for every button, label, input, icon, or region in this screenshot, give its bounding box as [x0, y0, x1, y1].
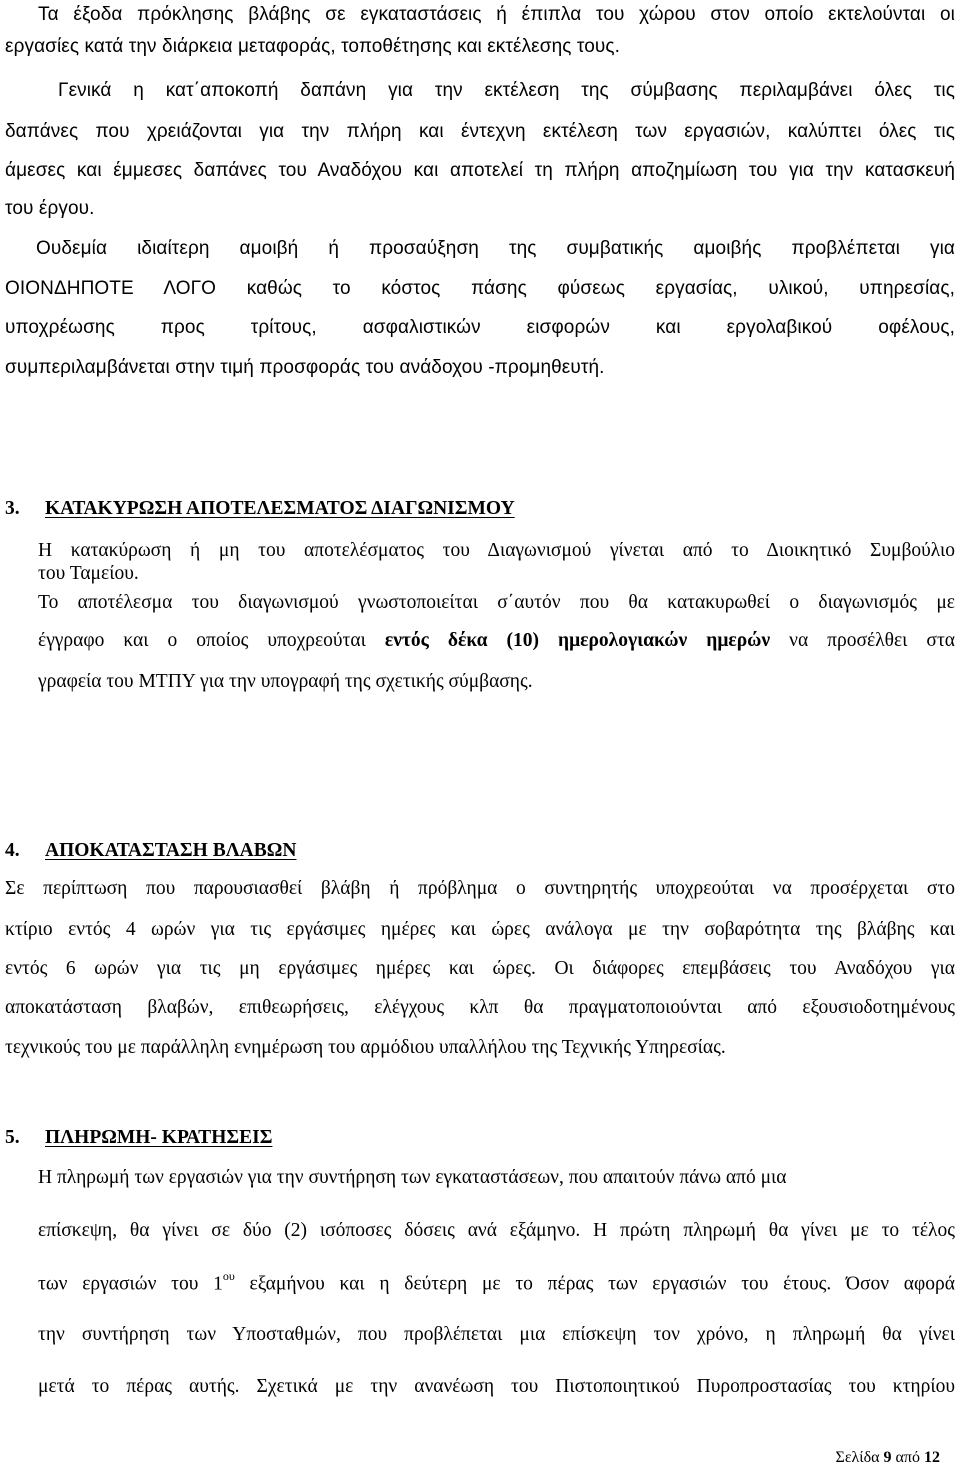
footer-prefix: Σελίδα [835, 1449, 884, 1466]
section-3-line-3: Το αποτέλεσμα του διαγωνισμού γνωστοποιείται σ΄αυτόν που θα κατακυρωθεί ο διαγωνισμός με [38, 592, 955, 613]
section-3-deadline: εντός δέκα (10) ημερολογιακών ημερών [384, 630, 771, 651]
section-4-number: 4. [5, 840, 20, 861]
section-5-line-2: επίσκεψη, θα γίνει σε δύο (2) ισόποσες δόσεις ανά εξάμηνο. Η πρώτη πληρωμή θα γίνει με το τέλος [38, 1220, 955, 1241]
section-4-title: ΑΠΟΚΑΤΑΣΤΑΣΗ ΒΛΑΒΩΝ [45, 840, 297, 861]
section-5-heading [5, 1127, 272, 1149]
ordinal-superscript: ου [222, 1269, 235, 1283]
section-4-line-4: αποκατάσταση βλαβών, επιθεωρήσεις, ελέγχους κλπ θα πραγματοποιούνται από εξουσιοδοτημένους [5, 997, 955, 1018]
section-5-title: ΠΛΗΡΩΜΗ- ΚΡΑΤΗΣΕΙΣ [45, 1127, 273, 1148]
section-5-line-3-start: των εργασιών του 1 [38, 1273, 223, 1295]
section-5-number: 5. [5, 1127, 20, 1148]
section-5-line-4: την συντήρηση των Υποσταθμών, που προβλέπεται μια επίσκεψη τον χρόνο, η πληρωμή θα γίνει [38, 1324, 955, 1345]
section-3-line-4-end: να προσέλθει στα [770, 630, 955, 651]
page-number-footer [836, 1449, 940, 1467]
section-3-line-4 [38, 630, 955, 652]
section-5-line-3 [38, 1271, 955, 1296]
footer-middle: από [891, 1449, 924, 1466]
intro-line-6: του έργου. [5, 198, 95, 219]
section-4-line-3: εντός 6 ωρών για τις μη εργάσιμες ημέρες και ώρες. Οι διάφορες επεμβάσεις του Αναδόχου για [5, 958, 955, 979]
intro-line-8: ΟΙΟΝΔΗΠΟΤΕ ΛΟΓΟ καθώς το κόστος πάσης φύσεως εργασίας, υλικού, υπηρεσίας, [5, 278, 955, 299]
section-5-line-3-end: εξαμήνου και η δεύτερη με το πέρας των εργασιών του έτους. Όσον αφορά [234, 1273, 955, 1295]
section-3-line-1: Η κατακύρωση ή μη του αποτελέσματος του Διαγωνισμού γίνεται από το Διοικητικό Συμβούλιο [38, 540, 955, 561]
current-page: 9 [883, 1449, 892, 1466]
section-5-line-1: Η πληρωμή των εργασιών για την συντήρηση των εγκαταστάσεων, που απαιτούν πάνω από μια [38, 1167, 787, 1188]
intro-line-4: δαπάνες που χρειάζονται για την πλήρη και έντεχνη εκτέλεση των εργασιών, καλύπτει όλες τις [5, 121, 955, 142]
section-4-line-2: κτίριο εντός 4 ωρών για τις εργάσιμες ημέρες και ώρες ανάλογα με την σοβαρότητα της βλάβης και [5, 919, 955, 940]
intro-line-1: Τα έξοδα πρόκλησης βλάβης σε εγκαταστάσεις ή έπιπλα του χώρου στον οποίο εκτελούνται οι [38, 4, 955, 25]
section-4-heading [5, 840, 296, 862]
intro-line-9: υποχρέωσης προς τρίτους, ασφαλιστικών εισφορών και εργολαβικού οφέλους, [5, 317, 955, 338]
section-3-title: ΚΑΤΑΚΥΡΩΣΗ ΑΠΟΤΕΛΕΣΜΑΤΟΣ ΔΙΑΓΩΝΙΣΜΟΥ [45, 498, 515, 519]
total-pages: 12 [924, 1449, 940, 1466]
section-3-line-4-start: έγγραφο και ο οποίος υποχρεούται [38, 630, 385, 651]
section-5-line-5: μετά το πέρας αυτής. Σχετικά με την ανανέωση του Πιστοποιητικού Πυροπροστασίας του κτηρίου [38, 1376, 955, 1397]
section-3-line-5: γραφεία του ΜΤΠΥ για την υπογραφή της σχετικής σύμβασης. [38, 671, 533, 692]
section-3-number: 3. [5, 498, 20, 519]
section-4-line-1: Σε περίπτωση που παρουσιασθεί βλάβη ή πρόβλημα ο συντηρητής υποχρεούται να προσέρχεται στο [5, 878, 955, 899]
intro-line-5: άμεσες και έμμεσες δαπάνες του Αναδόχου και αποτελεί τη πλήρη αποζημίωση του για την κατασκευή [5, 160, 955, 181]
intro-line-7: Ουδεμία ιδιαίτερη αμοιβή ή προσαύξηση της συμβατικής αμοιβής προβλέπεται για [36, 238, 955, 259]
section-4-line-5: τεχνικούς του με παράλληλη ενημέρωση του αρμόδιου υπαλλήλου της Τεχνικής Υπηρεσίας. [5, 1037, 726, 1058]
intro-line-10: συμπεριλαμβάνεται στην τιμή προσφοράς του ανάδοχου -προμηθευτή. [5, 357, 605, 378]
intro-line-2: εργασίες κατά την διάρκεια μεταφοράς, τοποθέτησης και εκτέλεσης τους. [5, 36, 621, 57]
section-3-heading [5, 498, 515, 520]
intro-line-3: Γενικά η κατ΄αποκοπή δαπάνη για την εκτέλεση της σύμβασης περιλαμβάνει όλες τις [58, 80, 955, 101]
section-3-line-2: του Ταμείου. [38, 563, 139, 584]
